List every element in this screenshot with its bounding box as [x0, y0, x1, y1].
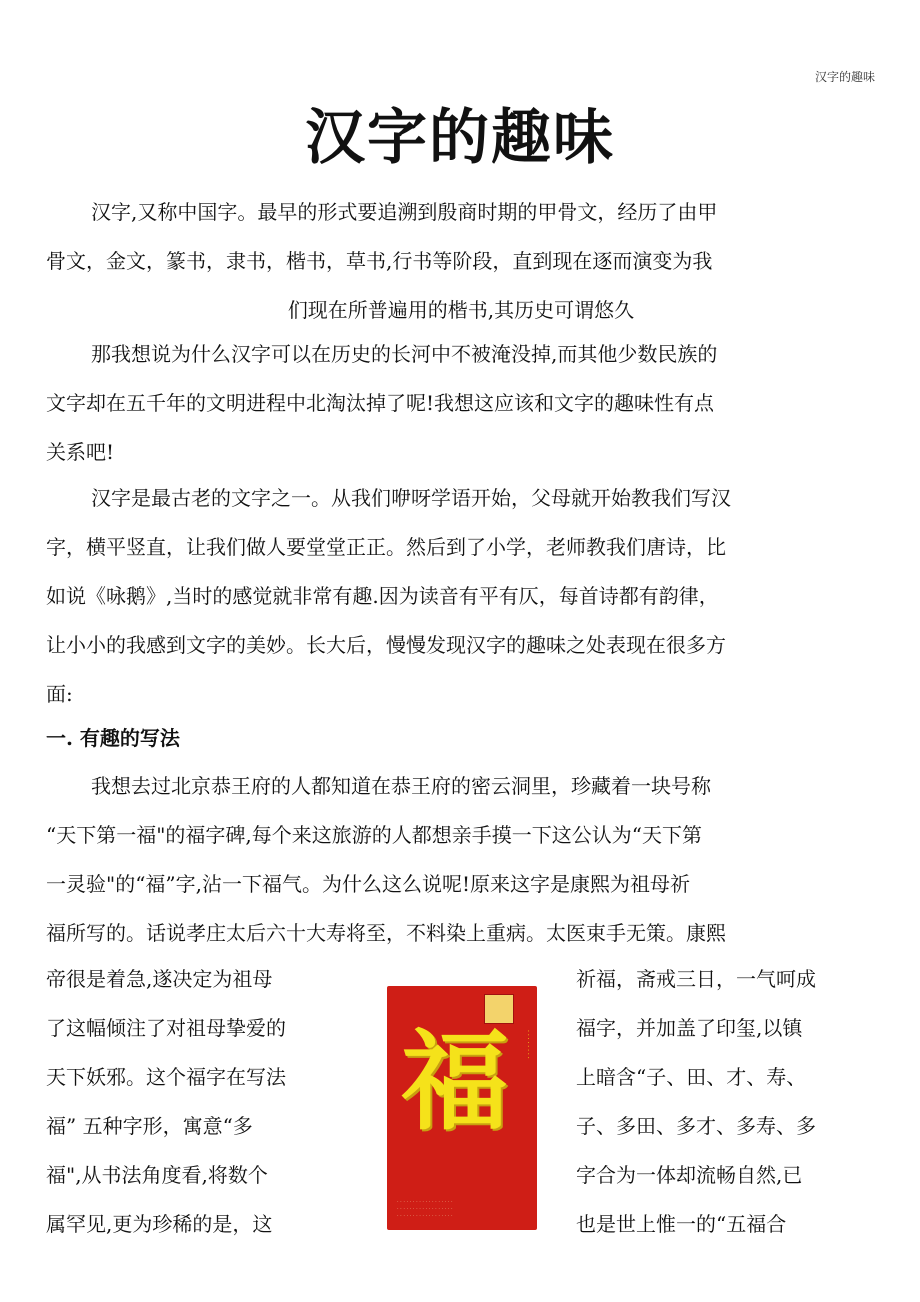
fu-character: 福 — [401, 1019, 510, 1145]
paragraph-line: 让小小的我感到文字的美妙。长大后，慢慢发现汉字的趣味之处表现在很多方 — [46, 633, 726, 657]
intro-line: 骨文，金文，篆书，隶书，楷书，草书,行书等阶段，直到现在逐而演变为我 — [46, 249, 713, 273]
wrap-line: 字合为一体却流畅自然,已 — [576, 1163, 803, 1187]
paragraph-4 — [46, 762, 876, 958]
paragraph-line: 那我想说为什么汉字可以在历史的长河中不被淹没掉,而其他少数民族的 — [91, 342, 718, 366]
paragraph-line: “天下第一福"的福字碑,每个来这旅游的人都想亲手摸一下这公认为“天下第 — [46, 823, 703, 847]
paragraph-line: 我想去过北京恭王府的人都知道在恭王府的密云洞里，珍藏着一块号称 — [91, 774, 711, 798]
paragraph-line: 关系吧! — [46, 440, 115, 464]
wrap-line: 天下妖邪。这个福字在写法 — [46, 1065, 286, 1089]
intro-paragraph — [46, 188, 876, 335]
intro-center-line: 们现在所普遍用的楷书,其历史可谓悠久 — [287, 298, 635, 322]
wrap-line: 上暗含“子、田、才、寿、 — [576, 1065, 807, 1089]
paragraph-line: 一灵验"的“福”字,沾一下福气。为什么这么说呢!原来这字是康熙为祖母祈 — [46, 872, 691, 896]
paragraph-line: 汉字是最古老的文字之一。从我们咿呀学语开始，父母就开始教我们写汉 — [91, 486, 731, 510]
wrap-line: 祈福，斋戒三日，一气呵成 — [576, 967, 816, 991]
paragraph-2 — [46, 330, 876, 477]
page-title: 汉字的趣味 — [305, 103, 615, 173]
wrap-line: 帝很是着急,遂决定为祖母 — [46, 967, 273, 991]
paragraph-3 — [46, 474, 876, 719]
wrap-line: 福",从书法角度看,将数个 — [46, 1163, 268, 1187]
fine-print-decoration: · · · · · · · · · · · · · · · · · · · · · · · · · · · · · · · · · · · · · · · · · · · · · · · · · · · · · · — [397, 1199, 453, 1219]
section-heading: 一. 有趣的写法 — [46, 726, 180, 750]
inscription-decoration: · · · · · · · · — [524, 1030, 531, 1059]
wrap-right-column — [576, 955, 876, 1249]
intro-line: 汉字,又称中国字。最早的形式要追溯到殷商时期的甲骨文，经历了由甲 — [91, 200, 718, 224]
paragraph-line: 如说《咏鹅》,当时的感觉就非常有趣.因为读音有平有仄，每首诗都有韵律， — [46, 584, 719, 608]
wrap-line: 子、多田、多才、多寿、多 — [576, 1114, 816, 1138]
paragraph-line: 面: — [46, 682, 73, 706]
wrap-line: 属罕见,更为珍稀的是，这 — [46, 1212, 273, 1236]
wrap-line: 也是世上惟一的“五福合 — [576, 1212, 787, 1236]
wrap-line: 了这幅倾注了对祖母挚爱的 — [46, 1016, 286, 1040]
paragraph-line: 福所写的。话说孝庄太后六十大寿将至，不料染上重病。太医束手无策。康熙 — [46, 921, 726, 945]
paragraph-line: 文字却在五千年的文明进程中北淘汰掉了呢!我想这应该和文字的趣味性有点 — [46, 391, 715, 415]
wrap-line: 福字，并加盖了印玺,以镇 — [576, 1016, 803, 1040]
running-header: 汉字的趣味 — [814, 70, 875, 84]
paragraph-line: 字，横平竖直，让我们做人要堂堂正正。然后到了小学，老师教我们唐诗，比 — [46, 535, 726, 559]
fu-character-image — [387, 986, 537, 1230]
wrap-left-column — [46, 955, 346, 1249]
wrap-line: 福” 五种字形，寓意“多 — [46, 1114, 253, 1138]
